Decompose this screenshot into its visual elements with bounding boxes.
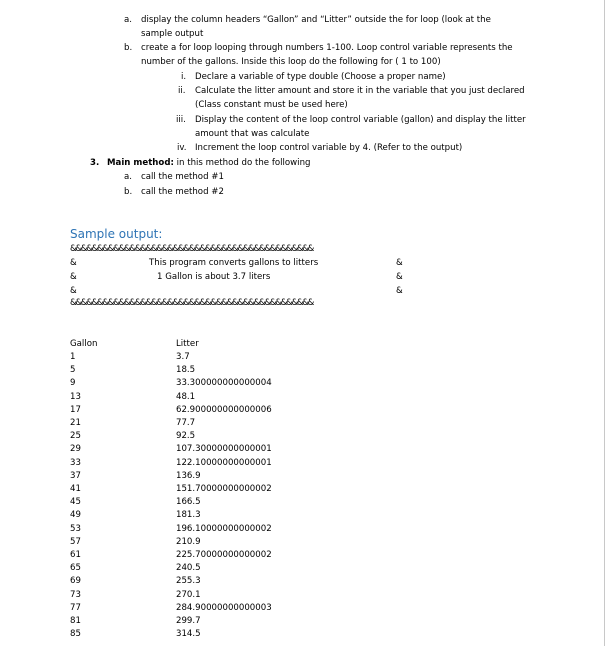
gallon-cell: 1 xyxy=(70,352,76,362)
instruction-bold-label: Main method: xyxy=(107,158,174,168)
list-marker: 3. xyxy=(90,158,100,168)
litter-cell: 255.3 xyxy=(176,576,201,587)
banner-amp-right: & xyxy=(396,286,403,296)
banner-amp-left: & xyxy=(70,258,77,268)
gallon-cell: 41 xyxy=(70,484,81,494)
column-header-litter: Litter xyxy=(176,339,199,349)
gallon-cell: 81 xyxy=(70,616,81,626)
gallon-cell: 85 xyxy=(70,629,81,640)
litter-cell: 270.1 xyxy=(176,589,201,600)
list-marker: ii. xyxy=(178,86,186,96)
instruction-text: sample output xyxy=(141,29,204,39)
instruction-text: display the column headers “Gallon” and “Litter” outside the for loop (look at the xyxy=(141,15,491,25)
gallon-cell: 13 xyxy=(70,391,81,402)
list-marker: a. xyxy=(124,172,132,182)
gallon-cell: 73 xyxy=(70,589,81,600)
list-marker: a. xyxy=(124,15,132,25)
litter-cell: 240.5 xyxy=(176,563,201,574)
instruction-text: (Class constant must be used here) xyxy=(195,100,348,110)
litter-cell: 48.1 xyxy=(176,391,196,402)
instruction-text: call the method #2 xyxy=(141,187,224,197)
banner-amp-left: & xyxy=(70,286,77,296)
gallon-cell: 17 xyxy=(70,404,81,415)
gallon-cell: 45 xyxy=(70,497,81,508)
gallon-cell: 49 xyxy=(70,510,81,521)
gallon-cell: 37 xyxy=(70,470,81,481)
instruction-text: Declare a variable of type double (Choose a proper name) xyxy=(195,72,446,82)
instruction-rest: in this method do the following xyxy=(173,158,311,168)
instruction-text: amount that was calculate xyxy=(195,129,310,139)
gallon-cell: 29 xyxy=(70,444,81,455)
gallon-cell: 69 xyxy=(70,576,81,587)
instruction-text: number of the gallons. Inside this loop do the following for ( 1 to 100) xyxy=(141,57,441,67)
litter-cell: 166.5 xyxy=(176,497,201,508)
litter-cell: 196.10000000000002 xyxy=(176,523,272,534)
instruction-text: Calculate the litter amount and store it in the variable that you just declared xyxy=(195,86,525,96)
litter-cell: 151.70000000000002 xyxy=(176,484,272,494)
banner-border-bottom: &&&&&&&&&&&&&&&&&&&&&&&&&&&&&&&&&&&&&&&&&&&&& xyxy=(70,298,314,308)
litter-cell: 18.5 xyxy=(176,365,196,376)
banner-amp-right: & xyxy=(396,272,403,282)
litter-cell: 136.9 xyxy=(176,470,201,481)
litter-cell: 122.10000000000001 xyxy=(176,457,272,468)
gallon-cell: 33 xyxy=(70,457,81,468)
litter-cell: 77.7 xyxy=(176,418,196,428)
gallon-cell: 53 xyxy=(70,523,81,534)
litter-cell: 3.7 xyxy=(176,352,190,362)
sample-output-heading: Sample output: xyxy=(70,227,163,241)
list-marker: i. xyxy=(181,72,187,82)
column-header-gallon: Gallon xyxy=(70,339,98,349)
litter-cell: 92.5 xyxy=(176,431,196,442)
banner-border-top: &&&&&&&&&&&&&&&&&&&&&&&&&&&&&&&&&&&&&&&&&&&&& xyxy=(70,244,314,254)
list-marker: iv. xyxy=(177,143,187,153)
list-marker: b. xyxy=(124,43,133,53)
litter-cell: 314.5 xyxy=(176,629,201,640)
instruction-text: create a for loop looping through numbers 1-100. Loop control variable represents the xyxy=(141,43,513,53)
litter-cell: 210.9 xyxy=(176,536,201,547)
instruction-text: call the method #1 xyxy=(141,172,224,182)
banner-amp-right: & xyxy=(396,258,403,268)
gallon-cell: 57 xyxy=(70,536,81,547)
litter-cell: 33.300000000000004 xyxy=(176,378,272,389)
banner-amp-left: & xyxy=(70,272,77,282)
litter-cell: 225.70000000000002 xyxy=(176,550,272,560)
instruction-text: Display the content of the loop control variable (gallon) and display the litter xyxy=(195,115,526,125)
gallon-cell: 21 xyxy=(70,418,81,428)
list-marker: iii. xyxy=(176,115,186,125)
gallon-cell: 61 xyxy=(70,550,81,560)
banner-line-2: 1 Gallon is about 3.7 liters xyxy=(157,272,271,282)
gallon-cell: 65 xyxy=(70,563,81,574)
gallon-cell: 9 xyxy=(70,378,76,389)
instruction-text: Increment the loop control variable by 4. (Refer to the output) xyxy=(195,143,463,153)
litter-cell: 299.7 xyxy=(176,616,201,626)
gallon-cell: 5 xyxy=(70,365,76,376)
litter-cell: 107.30000000000001 xyxy=(176,444,272,455)
instruction-text xyxy=(107,158,310,169)
litter-cell: 284.90000000000003 xyxy=(176,602,272,613)
gallon-cell: 25 xyxy=(70,431,81,442)
gallon-cell: 77 xyxy=(70,602,81,613)
litter-cell: 62.900000000000006 xyxy=(176,404,272,415)
litter-cell: 181.3 xyxy=(176,510,201,521)
list-marker: b. xyxy=(124,187,133,197)
banner-line-1: This program converts gallons to litters xyxy=(149,258,319,268)
